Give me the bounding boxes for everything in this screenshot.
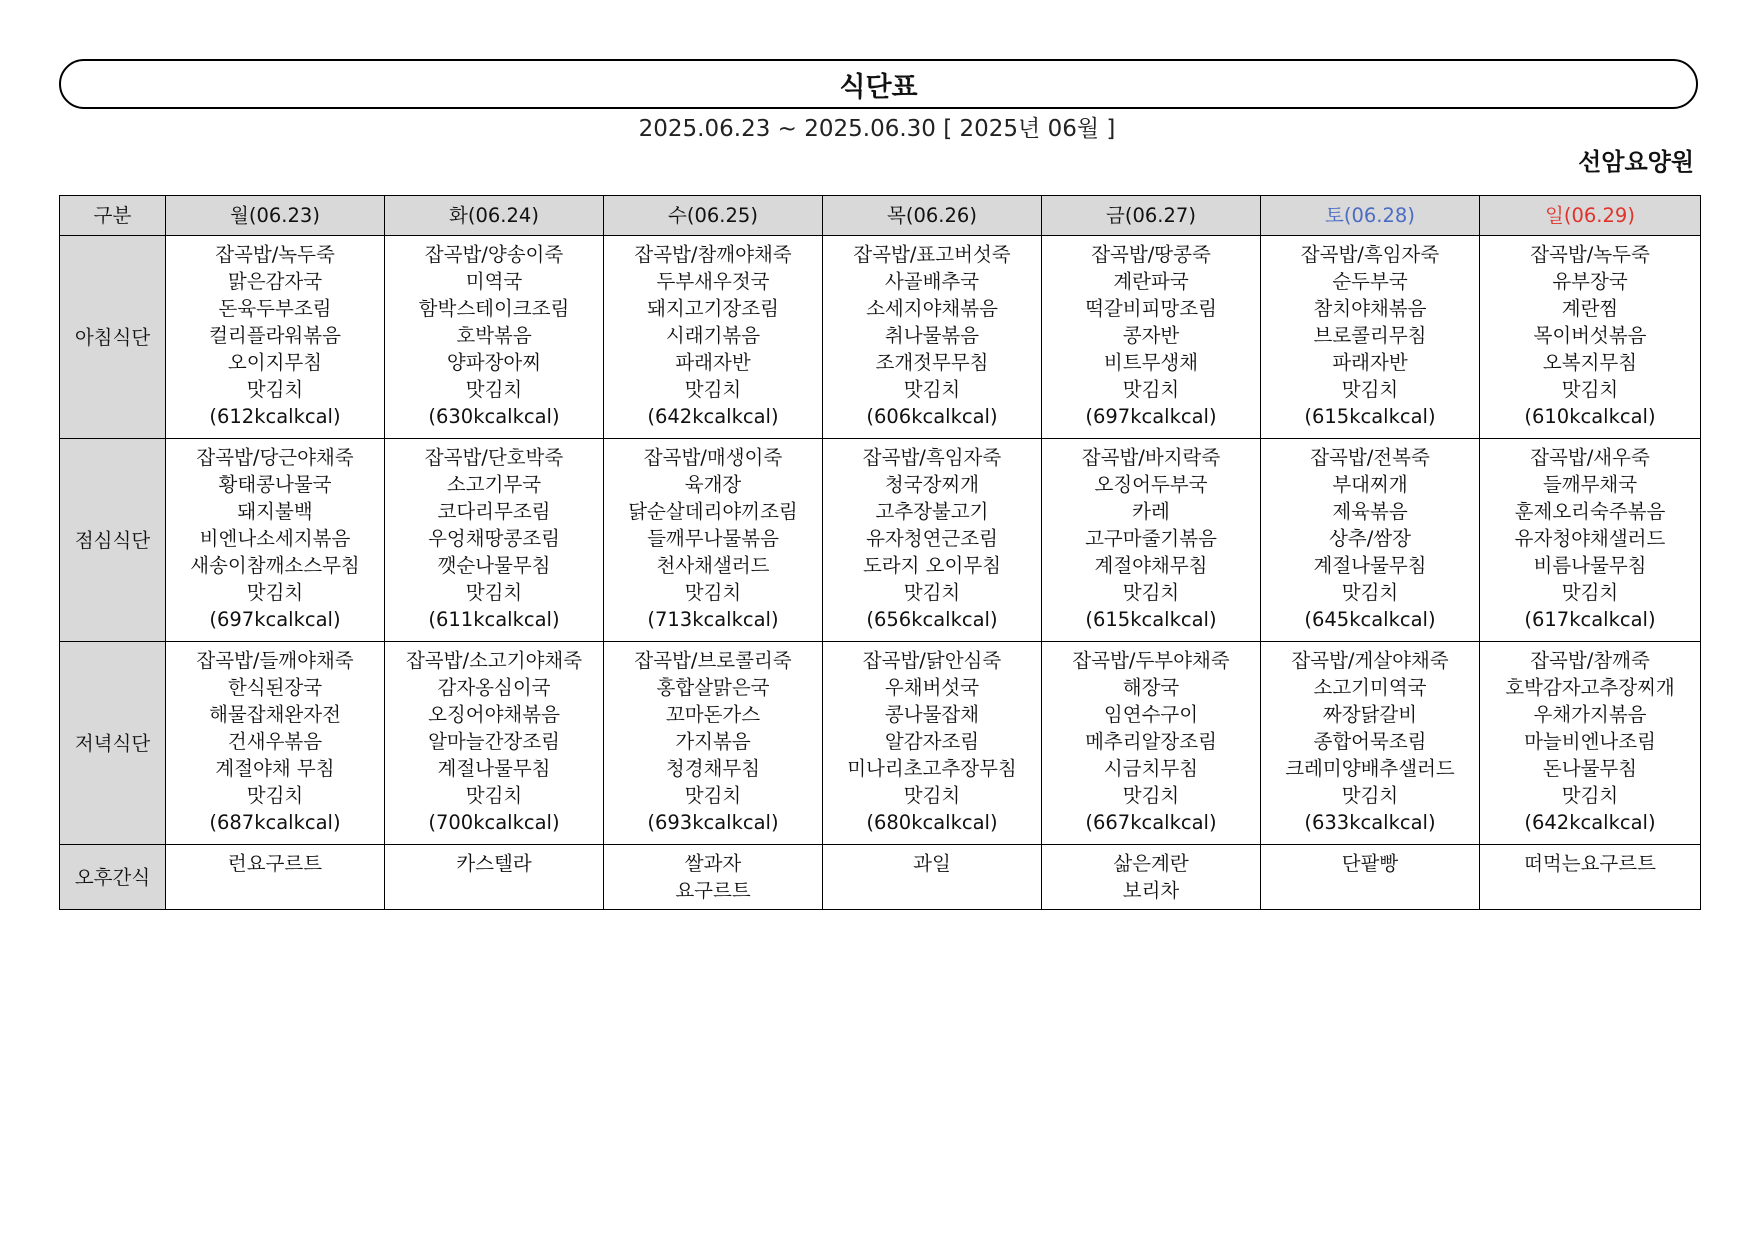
- menu-item: 호박감자고추장찌개: [1505, 676, 1675, 699]
- menu-cell-wed: [604, 642, 823, 845]
- menu-item: 소세지야채볶음: [866, 297, 998, 320]
- menu-item: 맛김치: [465, 784, 523, 807]
- menu-item: 육개장: [684, 473, 742, 496]
- menu-item: 고추장불고기: [875, 500, 989, 523]
- menu-item: 종합어묵조림: [1313, 730, 1427, 753]
- menu-item: 오징어두부국: [1094, 473, 1208, 496]
- menu-item: 두부새우젓국: [656, 270, 770, 293]
- header-day-thu: 목(06.26): [823, 196, 1042, 236]
- menu-item: 취나물볶음: [884, 324, 980, 347]
- menu-item: 꼬마돈가스: [665, 703, 761, 726]
- meal-table: [59, 195, 1701, 910]
- menu-item: 잡곡밥/전복죽: [1310, 446, 1430, 469]
- menu-item: (617kcalkcal): [1524, 608, 1656, 631]
- menu-item: (642kcalkcal): [647, 405, 779, 428]
- menu-item: 크레미양배추샐러드: [1285, 757, 1455, 780]
- menu-item: 깻순나물무침: [437, 554, 551, 577]
- menu-item: 브로콜리무침: [1313, 324, 1427, 347]
- menu-item: 과일: [913, 852, 951, 875]
- menu-item: 목이버섯볶음: [1533, 324, 1647, 347]
- menu-item: 알마늘간장조림: [428, 730, 560, 753]
- menu-item: 맛김치: [684, 378, 742, 401]
- menu-item: 요구르트: [675, 879, 751, 902]
- menu-item: 유자청연근조림: [866, 527, 998, 550]
- menu-item: (615kcalkcal): [1085, 608, 1217, 631]
- menu-item: 호박볶음: [456, 324, 532, 347]
- menu-item: 잡곡밥/땅콩죽: [1091, 243, 1211, 266]
- menu-item: 함박스테이크조림: [418, 297, 570, 320]
- menu-item: 사골배추국: [884, 270, 980, 293]
- menu-item: 소고기무국: [446, 473, 542, 496]
- menu-item: 부대찌개: [1332, 473, 1408, 496]
- menu-item: 상추/쌈장: [1329, 527, 1411, 550]
- menu-item: 콩나물잡채: [884, 703, 980, 726]
- menu-item: 맛김치: [1341, 581, 1399, 604]
- menu-item: 소고기미역국: [1313, 676, 1427, 699]
- menu-item: (610kcalkcal): [1524, 405, 1656, 428]
- menu-item: 시금치무침: [1103, 757, 1199, 780]
- row-label: 아침식단: [60, 236, 166, 439]
- menu-item: 오복지무침: [1542, 351, 1638, 374]
- menu-cell-mon: [166, 642, 385, 845]
- menu-cell-thu: [823, 439, 1042, 642]
- menu-item: 보리차: [1122, 879, 1180, 902]
- menu-item: 잡곡밥/소고기야채죽: [405, 649, 583, 672]
- menu-item: 맑은감자국: [227, 270, 323, 293]
- menu-item: 돼지불백: [237, 500, 313, 523]
- menu-item: 잡곡밥/닭안심죽: [862, 649, 1002, 672]
- menu-item: 천사채샐러드: [656, 554, 770, 577]
- menu-item: (630kcalkcal): [428, 405, 560, 428]
- menu-item: 건새우볶음: [227, 730, 323, 753]
- menu-cell-mon: [166, 439, 385, 642]
- menu-item: 맛김치: [1341, 378, 1399, 401]
- header-day-wed: 수(06.25): [604, 196, 823, 236]
- header-day-sat: 토(06.28): [1261, 196, 1480, 236]
- menu-item: 맛김치: [1122, 378, 1180, 401]
- menu-item: 맛김치: [903, 378, 961, 401]
- menu-item: 맛김치: [246, 581, 304, 604]
- menu-item: 잡곡밥/양송이죽: [424, 243, 564, 266]
- menu-item: (615kcalkcal): [1304, 405, 1436, 428]
- header-day-sun: 일(06.29): [1480, 196, 1701, 236]
- snack-row: [60, 845, 1701, 910]
- menu-item: (633kcalkcal): [1304, 811, 1436, 834]
- menu-item: 알감자조림: [884, 730, 980, 753]
- menu-cell-mon: [166, 845, 385, 910]
- menu-item: 해장국: [1122, 676, 1180, 699]
- menu-item: 잡곡밥/들깨야채죽: [196, 649, 354, 672]
- header-day-mon: 월(06.23): [166, 196, 385, 236]
- menu-item: 오이지무침: [227, 351, 323, 374]
- menu-item: 쌀과자: [684, 852, 742, 875]
- menu-item: 비름나물무침: [1533, 554, 1647, 577]
- menu-item: 잡곡밥/게살야채죽: [1291, 649, 1449, 672]
- menu-item: 잡곡밥/당근야채죽: [196, 446, 354, 469]
- menu-item: (612kcalkcal): [209, 405, 341, 428]
- menu-item: 미역국: [465, 270, 523, 293]
- menu-item: (697kcalkcal): [209, 608, 341, 631]
- menu-cell-fri: [1042, 236, 1261, 439]
- menu-item: 우채버섯국: [884, 676, 980, 699]
- menu-item: (656kcalkcal): [866, 608, 998, 631]
- menu-cell-sun: [1480, 845, 1701, 910]
- menu-item: 잡곡밥/매생이죽: [643, 446, 783, 469]
- menu-item: 미나리초고추장무침: [847, 757, 1017, 780]
- menu-item: 잡곡밥/녹두죽: [215, 243, 335, 266]
- menu-cell-tue: [385, 439, 604, 642]
- menu-item: 계란파국: [1113, 270, 1189, 293]
- menu-item: 맛김치: [246, 784, 304, 807]
- menu-item: 유자청야채샐러드: [1514, 527, 1666, 550]
- menu-item: 잡곡밥/두부야채죽: [1072, 649, 1230, 672]
- menu-cell-fri: [1042, 845, 1261, 910]
- page-title: 식단표: [839, 71, 918, 103]
- menu-item: 들깨무채국: [1542, 473, 1638, 496]
- menu-item: 맛김치: [1561, 784, 1619, 807]
- menu-item: 코다리무조림: [437, 500, 551, 523]
- meal-body: [60, 236, 1701, 910]
- menu-item: 잡곡밥/단호박죽: [424, 446, 564, 469]
- menu-item: (606kcalkcal): [866, 405, 998, 428]
- menu-cell-sat: [1261, 845, 1480, 910]
- menu-item: 콩자반: [1122, 324, 1180, 347]
- menu-cell-tue: [385, 845, 604, 910]
- menu-item: 런요구르트: [227, 852, 323, 875]
- menu-item: 카스텔라: [456, 852, 532, 875]
- menu-item: 파래자반: [675, 351, 751, 374]
- menu-item: 맛김치: [684, 784, 742, 807]
- header-day-fri: 금(06.27): [1042, 196, 1261, 236]
- menu-item: 고구마줄기볶음: [1085, 527, 1217, 550]
- menu-item: 비트무생채: [1103, 351, 1199, 374]
- menu-cell-wed: [604, 439, 823, 642]
- menu-item: 임연수구이: [1103, 703, 1199, 726]
- menu-item: 돈나물무침: [1542, 757, 1638, 780]
- menu-cell-sun: [1480, 439, 1701, 642]
- menu-item: 순두부국: [1332, 270, 1408, 293]
- menu-item: 우엉채땅콩조림: [428, 527, 560, 550]
- menu-item: 한식된장국: [227, 676, 323, 699]
- menu-item: (713kcalkcal): [647, 608, 779, 631]
- menu-item: 황태콩나물국: [218, 473, 332, 496]
- menu-cell-thu: [823, 845, 1042, 910]
- menu-item: 컬리플라워볶음: [209, 324, 341, 347]
- dinner-row: [60, 642, 1701, 845]
- menu-cell-sun: [1480, 642, 1701, 845]
- menu-item: 마늘비엔나조림: [1524, 730, 1656, 753]
- header-category: 구분: [60, 196, 166, 236]
- menu-item: 잡곡밥/참깨야채죽: [634, 243, 792, 266]
- date-range: 2025.06.23 ~ 2025.06.30 [ 2025년 06월 ]: [638, 116, 1116, 142]
- menu-item: 계절나물무침: [1313, 554, 1427, 577]
- menu-item: (680kcalkcal): [866, 811, 998, 834]
- menu-item: 잡곡밥/흑임자죽: [1300, 243, 1440, 266]
- menu-item: 맛김치: [1561, 581, 1619, 604]
- menu-cell-sat: [1261, 642, 1480, 845]
- menu-item: 짜장닭갈비: [1322, 703, 1418, 726]
- menu-cell-thu: [823, 642, 1042, 845]
- menu-item: 맛김치: [1341, 784, 1399, 807]
- menu-item: 맛김치: [1122, 784, 1180, 807]
- lunch-row: [60, 439, 1701, 642]
- menu-cell-mon: [166, 236, 385, 439]
- menu-item: 새송이참깨소스무침: [190, 554, 360, 577]
- menu-cell-wed: [604, 236, 823, 439]
- menu-item: 카레: [1132, 500, 1170, 523]
- menu-item: 떡갈비피망조림: [1085, 297, 1217, 320]
- menu-cell-tue: [385, 642, 604, 845]
- menu-item: (693kcalkcal): [647, 811, 779, 834]
- breakfast-row: [60, 236, 1701, 439]
- menu-item: 계란찜: [1561, 297, 1619, 320]
- menu-item: 계절야채 무침: [215, 757, 335, 780]
- menu-cell-fri: [1042, 439, 1261, 642]
- menu-item: 감자옹심이국: [437, 676, 551, 699]
- menu-item: 해물잡채완자전: [209, 703, 341, 726]
- menu-cell-wed: [604, 845, 823, 910]
- menu-cell-thu: [823, 236, 1042, 439]
- menu-item: 잡곡밥/흑임자죽: [862, 446, 1002, 469]
- menu-cell-sat: [1261, 236, 1480, 439]
- menu-item: 청국장찌개: [884, 473, 980, 496]
- menu-item: 메추리알장조림: [1085, 730, 1217, 753]
- menu-item: 맛김치: [1561, 378, 1619, 401]
- menu-item: 우채가지볶음: [1533, 703, 1647, 726]
- menu-item: 홍합살맑은국: [656, 676, 770, 699]
- menu-item: 잡곡밥/표고버섯죽: [853, 243, 1011, 266]
- header-row: [60, 196, 1701, 236]
- menu-item: 맛김치: [465, 581, 523, 604]
- menu-item: 들깨무나물볶음: [647, 527, 779, 550]
- menu-item: 조개젓무무침: [875, 351, 989, 374]
- menu-item: 맛김치: [903, 784, 961, 807]
- menu-item: 양파장아찌: [446, 351, 542, 374]
- menu-item: 잡곡밥/바지락죽: [1081, 446, 1221, 469]
- menu-item: 닭순살데리야끼조림: [628, 500, 798, 523]
- menu-item: 삶은계란: [1113, 852, 1189, 875]
- menu-item: 청경채무침: [665, 757, 761, 780]
- menu-item: 잡곡밥/참깨죽: [1530, 649, 1650, 672]
- menu-item: (642kcalkcal): [1524, 811, 1656, 834]
- menu-item: (687kcalkcal): [209, 811, 341, 834]
- menu-cell-tue: [385, 236, 604, 439]
- menu-item: 제육볶음: [1332, 500, 1408, 523]
- menu-item: 계절야채무침: [1094, 554, 1208, 577]
- row-label: 저녁식단: [60, 642, 166, 845]
- menu-item: (611kcalkcal): [428, 608, 560, 631]
- menu-item: 시래기볶음: [665, 324, 761, 347]
- menu-item: 맛김치: [1122, 581, 1180, 604]
- menu-item: 오징어야채볶음: [428, 703, 560, 726]
- menu-item: 돼지고기장조림: [647, 297, 779, 320]
- menu-item: 맛김치: [246, 378, 304, 401]
- menu-item: 계절나물무침: [437, 757, 551, 780]
- menu-item: (667kcalkcal): [1085, 811, 1217, 834]
- menu-cell-sun: [1480, 236, 1701, 439]
- header-day-tue: 화(06.24): [385, 196, 604, 236]
- menu-item: 참치야채볶음: [1313, 297, 1427, 320]
- menu-item: 잡곡밥/브로콜리죽: [634, 649, 792, 672]
- menu-item: (700kcalkcal): [428, 811, 560, 834]
- menu-item: 맛김치: [465, 378, 523, 401]
- menu-item: 잡곡밥/새우죽: [1530, 446, 1650, 469]
- institution-name: 선암요양원: [1578, 148, 1694, 176]
- menu-cell-sat: [1261, 439, 1480, 642]
- row-label: 오후간식: [60, 845, 166, 910]
- menu-item: 비엔나소세지볶음: [199, 527, 351, 550]
- menu-item: 잡곡밥/녹두죽: [1530, 243, 1650, 266]
- row-label: 점심식단: [60, 439, 166, 642]
- menu-item: 유부장국: [1552, 270, 1628, 293]
- menu-item: 맛김치: [903, 581, 961, 604]
- menu-item: 단팥빵: [1341, 852, 1399, 875]
- menu-item: 맛김치: [684, 581, 742, 604]
- menu-cell-fri: [1042, 642, 1261, 845]
- title-banner: [59, 59, 1698, 109]
- menu-item: 가지볶음: [675, 730, 751, 753]
- menu-item: 파래자반: [1332, 351, 1408, 374]
- menu-item: 도라지 오이무침: [862, 554, 1002, 577]
- menu-item: 떠먹는요구르트: [1524, 852, 1656, 875]
- menu-item: (645kcalkcal): [1304, 608, 1436, 631]
- menu-item: 돈육두부조림: [218, 297, 332, 320]
- menu-item: (697kcalkcal): [1085, 405, 1217, 428]
- menu-item: 훈제오리숙주볶음: [1514, 500, 1666, 523]
